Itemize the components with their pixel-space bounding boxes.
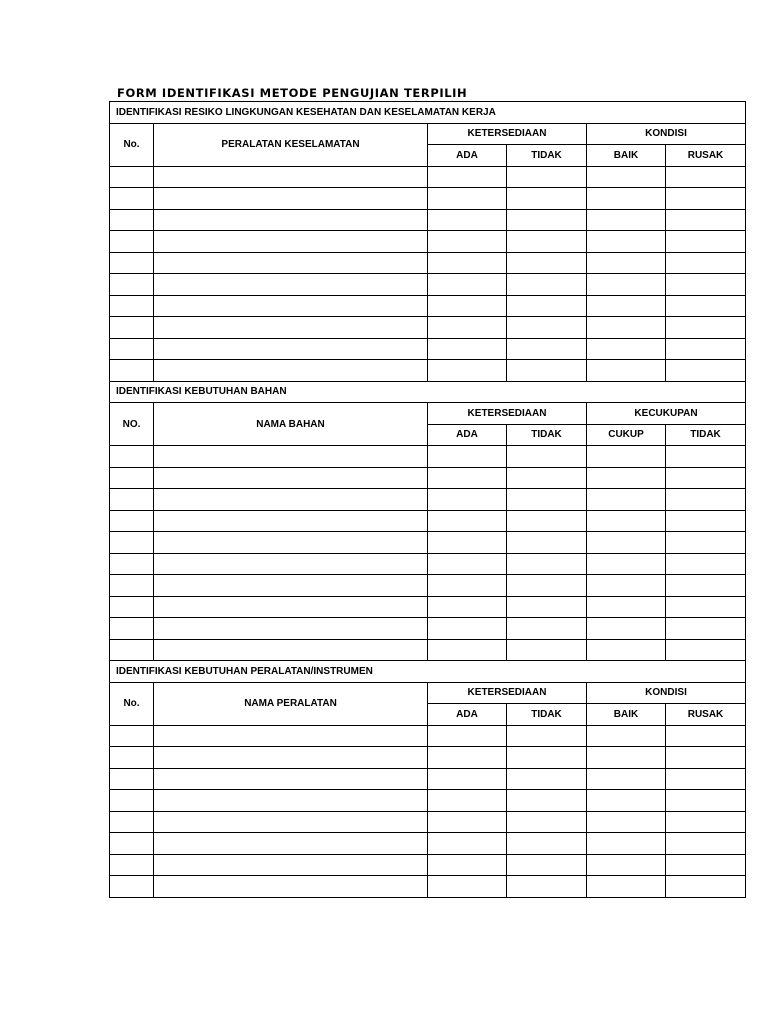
empty-cell[interactable] bbox=[507, 467, 587, 489]
table-row bbox=[110, 188, 746, 210]
empty-cell[interactable] bbox=[666, 618, 746, 640]
empty-cell[interactable] bbox=[587, 747, 666, 769]
empty-cell[interactable] bbox=[428, 188, 507, 210]
empty-cell[interactable] bbox=[428, 790, 507, 812]
column-subheader: ADA bbox=[428, 704, 507, 726]
empty-cell[interactable] bbox=[587, 618, 666, 640]
empty-cell[interactable] bbox=[110, 833, 154, 855]
empty-cell[interactable] bbox=[507, 747, 587, 769]
empty-cell[interactable] bbox=[507, 338, 587, 360]
column-header-name: NAMA PERALATAN bbox=[154, 682, 428, 725]
empty-cell[interactable] bbox=[507, 854, 587, 876]
empty-cell[interactable] bbox=[154, 231, 428, 253]
empty-cell[interactable] bbox=[428, 833, 507, 855]
empty-cell[interactable] bbox=[154, 725, 428, 747]
empty-cell[interactable] bbox=[428, 510, 507, 532]
empty-cell[interactable] bbox=[507, 790, 587, 812]
section-title-row bbox=[110, 381, 746, 403]
empty-cell[interactable] bbox=[110, 553, 154, 575]
empty-cell[interactable] bbox=[587, 446, 666, 468]
empty-cell[interactable] bbox=[428, 532, 507, 554]
empty-cell[interactable] bbox=[154, 768, 428, 790]
empty-cell[interactable] bbox=[428, 553, 507, 575]
column-subheader: TIDAK bbox=[666, 424, 746, 446]
empty-cell[interactable] bbox=[666, 188, 746, 210]
empty-cell[interactable] bbox=[587, 360, 666, 382]
empty-cell[interactable] bbox=[507, 833, 587, 855]
empty-cell[interactable] bbox=[110, 317, 154, 339]
empty-cell[interactable] bbox=[428, 231, 507, 253]
empty-cell[interactable] bbox=[507, 596, 587, 618]
empty-cell[interactable] bbox=[666, 553, 746, 575]
empty-cell[interactable] bbox=[507, 575, 587, 597]
empty-cell[interactable] bbox=[110, 639, 154, 661]
empty-cell[interactable] bbox=[110, 510, 154, 532]
empty-cell[interactable] bbox=[110, 618, 154, 640]
empty-cell[interactable] bbox=[154, 295, 428, 317]
empty-cell[interactable] bbox=[154, 876, 428, 898]
empty-cell[interactable] bbox=[666, 790, 746, 812]
table-row bbox=[110, 446, 746, 468]
empty-cell[interactable] bbox=[587, 317, 666, 339]
column-group-header: KONDISI bbox=[587, 123, 746, 145]
table-row bbox=[110, 596, 746, 618]
empty-cell[interactable] bbox=[507, 295, 587, 317]
header-row bbox=[110, 682, 746, 704]
empty-cell[interactable] bbox=[587, 166, 666, 188]
empty-cell[interactable] bbox=[110, 209, 154, 231]
empty-cell[interactable] bbox=[154, 274, 428, 296]
section-title: IDENTIFIKASI KEBUTUHAN PERALATAN/INSTRUMEN bbox=[110, 661, 746, 683]
table-row bbox=[110, 790, 746, 812]
table-row bbox=[110, 833, 746, 855]
empty-cell[interactable] bbox=[666, 575, 746, 597]
empty-cell[interactable] bbox=[154, 338, 428, 360]
empty-cell[interactable] bbox=[587, 575, 666, 597]
empty-cell[interactable] bbox=[587, 596, 666, 618]
empty-cell[interactable] bbox=[154, 575, 428, 597]
column-subheader: BAIK bbox=[587, 704, 666, 726]
table-row bbox=[110, 747, 746, 769]
table-row bbox=[110, 639, 746, 661]
empty-cell[interactable] bbox=[110, 725, 154, 747]
table-row bbox=[110, 317, 746, 339]
empty-cell[interactable] bbox=[154, 252, 428, 274]
empty-cell[interactable] bbox=[428, 360, 507, 382]
empty-cell[interactable] bbox=[428, 811, 507, 833]
section-title-row bbox=[110, 661, 746, 683]
empty-cell[interactable] bbox=[666, 360, 746, 382]
empty-cell[interactable] bbox=[110, 231, 154, 253]
table-row bbox=[110, 274, 746, 296]
empty-cell[interactable] bbox=[110, 360, 154, 382]
empty-cell[interactable] bbox=[428, 446, 507, 468]
empty-cell[interactable] bbox=[587, 768, 666, 790]
table-row bbox=[110, 876, 746, 898]
empty-cell[interactable] bbox=[428, 768, 507, 790]
empty-cell[interactable] bbox=[666, 209, 746, 231]
column-group-header: KONDISI bbox=[587, 682, 746, 704]
empty-cell[interactable] bbox=[507, 811, 587, 833]
empty-cell[interactable] bbox=[154, 553, 428, 575]
empty-cell[interactable] bbox=[666, 639, 746, 661]
empty-cell[interactable] bbox=[110, 295, 154, 317]
empty-cell[interactable] bbox=[428, 209, 507, 231]
empty-cell[interactable] bbox=[110, 854, 154, 876]
empty-cell[interactable] bbox=[428, 274, 507, 296]
empty-cell[interactable] bbox=[154, 166, 428, 188]
empty-cell[interactable] bbox=[666, 166, 746, 188]
empty-cell[interactable] bbox=[666, 467, 746, 489]
empty-cell[interactable] bbox=[666, 274, 746, 296]
empty-cell[interactable] bbox=[154, 446, 428, 468]
table-row bbox=[110, 510, 746, 532]
table-row bbox=[110, 575, 746, 597]
table-row bbox=[110, 811, 746, 833]
empty-cell[interactable] bbox=[110, 768, 154, 790]
column-header-name: NAMA BAHAN bbox=[154, 403, 428, 446]
empty-cell[interactable] bbox=[666, 725, 746, 747]
empty-cell[interactable] bbox=[428, 596, 507, 618]
empty-cell[interactable] bbox=[587, 252, 666, 274]
empty-cell[interactable] bbox=[507, 553, 587, 575]
table-row bbox=[110, 768, 746, 790]
empty-cell[interactable] bbox=[428, 489, 507, 511]
empty-cell[interactable] bbox=[587, 338, 666, 360]
empty-cell[interactable] bbox=[587, 209, 666, 231]
table-row bbox=[110, 166, 746, 188]
empty-cell[interactable] bbox=[587, 188, 666, 210]
column-subheader: BAIK bbox=[587, 145, 666, 167]
identification-form-table bbox=[109, 101, 746, 898]
section-title: IDENTIFIKASI RESIKO LINGKUNGAN KESEHATAN DAN KESELAMATAN KERJA bbox=[110, 102, 746, 124]
table-row bbox=[110, 252, 746, 274]
column-group-header: KETERSEDIAAN bbox=[428, 403, 587, 425]
empty-cell[interactable] bbox=[507, 360, 587, 382]
empty-cell[interactable] bbox=[428, 338, 507, 360]
empty-cell[interactable] bbox=[154, 639, 428, 661]
empty-cell[interactable] bbox=[110, 532, 154, 554]
empty-cell[interactable] bbox=[110, 489, 154, 511]
empty-cell[interactable] bbox=[428, 295, 507, 317]
table-row bbox=[110, 553, 746, 575]
table-row bbox=[110, 618, 746, 640]
empty-cell[interactable] bbox=[154, 596, 428, 618]
table-row bbox=[110, 295, 746, 317]
column-subheader: RUSAK bbox=[666, 704, 746, 726]
section-title-row bbox=[110, 102, 746, 124]
column-subheader: TIDAK bbox=[507, 704, 587, 726]
empty-cell[interactable] bbox=[666, 252, 746, 274]
empty-cell[interactable] bbox=[507, 489, 587, 511]
empty-cell[interactable] bbox=[666, 811, 746, 833]
empty-cell[interactable] bbox=[507, 252, 587, 274]
empty-cell[interactable] bbox=[428, 317, 507, 339]
empty-cell[interactable] bbox=[428, 618, 507, 640]
empty-cell[interactable] bbox=[110, 811, 154, 833]
empty-cell[interactable] bbox=[666, 510, 746, 532]
empty-cell[interactable] bbox=[507, 510, 587, 532]
empty-cell[interactable] bbox=[428, 854, 507, 876]
section-title: IDENTIFIKASI KEBUTUHAN BAHAN bbox=[110, 381, 746, 403]
empty-cell[interactable] bbox=[428, 575, 507, 597]
empty-cell[interactable] bbox=[154, 317, 428, 339]
empty-cell[interactable] bbox=[428, 747, 507, 769]
empty-cell[interactable] bbox=[428, 467, 507, 489]
empty-cell[interactable] bbox=[666, 747, 746, 769]
empty-cell[interactable] bbox=[110, 747, 154, 769]
empty-cell[interactable] bbox=[666, 768, 746, 790]
empty-cell[interactable] bbox=[507, 618, 587, 640]
table-row bbox=[110, 467, 746, 489]
empty-cell[interactable] bbox=[587, 295, 666, 317]
empty-cell[interactable] bbox=[154, 854, 428, 876]
empty-cell[interactable] bbox=[507, 532, 587, 554]
empty-cell[interactable] bbox=[587, 876, 666, 898]
empty-cell[interactable] bbox=[428, 639, 507, 661]
empty-cell[interactable] bbox=[110, 274, 154, 296]
table-row bbox=[110, 231, 746, 253]
empty-cell[interactable] bbox=[154, 467, 428, 489]
column-header-number: No. bbox=[110, 682, 154, 725]
table-row bbox=[110, 854, 746, 876]
empty-cell[interactable] bbox=[110, 876, 154, 898]
empty-cell[interactable] bbox=[154, 188, 428, 210]
column-header-number: NO. bbox=[110, 403, 154, 446]
empty-cell[interactable] bbox=[154, 790, 428, 812]
empty-cell[interactable] bbox=[428, 725, 507, 747]
empty-cell[interactable] bbox=[154, 833, 428, 855]
empty-cell[interactable] bbox=[154, 618, 428, 640]
empty-cell[interactable] bbox=[428, 252, 507, 274]
empty-cell[interactable] bbox=[587, 467, 666, 489]
empty-cell[interactable] bbox=[507, 166, 587, 188]
empty-cell[interactable] bbox=[666, 317, 746, 339]
empty-cell[interactable] bbox=[666, 596, 746, 618]
empty-cell[interactable] bbox=[110, 467, 154, 489]
column-subheader: ADA bbox=[428, 424, 507, 446]
empty-cell[interactable] bbox=[587, 811, 666, 833]
empty-cell[interactable] bbox=[666, 446, 746, 468]
column-subheader: ADA bbox=[428, 145, 507, 167]
empty-cell[interactable] bbox=[154, 360, 428, 382]
empty-cell[interactable] bbox=[507, 188, 587, 210]
empty-cell[interactable] bbox=[587, 725, 666, 747]
empty-cell[interactable] bbox=[428, 166, 507, 188]
empty-cell[interactable] bbox=[666, 854, 746, 876]
column-subheader: TIDAK bbox=[507, 424, 587, 446]
empty-cell[interactable] bbox=[587, 274, 666, 296]
empty-cell[interactable] bbox=[587, 854, 666, 876]
table-row bbox=[110, 209, 746, 231]
empty-cell[interactable] bbox=[666, 231, 746, 253]
empty-cell[interactable] bbox=[110, 446, 154, 468]
empty-cell[interactable] bbox=[110, 188, 154, 210]
column-group-header: KETERSEDIAAN bbox=[428, 123, 587, 145]
table-row bbox=[110, 360, 746, 382]
column-subheader: RUSAK bbox=[666, 145, 746, 167]
table-row bbox=[110, 725, 746, 747]
empty-cell[interactable] bbox=[587, 489, 666, 511]
form-title: FORM IDENTIFIKASI METODE PENGUJIAN TERPILIH bbox=[117, 86, 468, 100]
empty-cell[interactable] bbox=[587, 790, 666, 812]
empty-cell[interactable] bbox=[507, 209, 587, 231]
empty-cell[interactable] bbox=[587, 532, 666, 554]
column-subheader: TIDAK bbox=[507, 145, 587, 167]
column-group-header: KETERSEDIAAN bbox=[428, 682, 587, 704]
empty-cell[interactable] bbox=[110, 790, 154, 812]
table-row bbox=[110, 532, 746, 554]
empty-cell[interactable] bbox=[666, 489, 746, 511]
empty-cell[interactable] bbox=[154, 747, 428, 769]
empty-cell[interactable] bbox=[110, 338, 154, 360]
empty-cell[interactable] bbox=[507, 274, 587, 296]
empty-cell[interactable] bbox=[507, 317, 587, 339]
empty-cell[interactable] bbox=[666, 876, 746, 898]
empty-cell[interactable] bbox=[507, 231, 587, 253]
empty-cell[interactable] bbox=[666, 532, 746, 554]
empty-cell[interactable] bbox=[507, 725, 587, 747]
column-group-header: KECUKUPAN bbox=[587, 403, 746, 425]
empty-cell[interactable] bbox=[666, 295, 746, 317]
empty-cell[interactable] bbox=[507, 639, 587, 661]
empty-cell[interactable] bbox=[666, 338, 746, 360]
empty-cell[interactable] bbox=[587, 510, 666, 532]
table-row bbox=[110, 338, 746, 360]
empty-cell[interactable] bbox=[154, 489, 428, 511]
column-header-number: No. bbox=[110, 123, 154, 166]
empty-cell[interactable] bbox=[428, 876, 507, 898]
empty-cell[interactable] bbox=[154, 209, 428, 231]
empty-cell[interactable] bbox=[110, 252, 154, 274]
empty-cell[interactable] bbox=[587, 833, 666, 855]
empty-cell[interactable] bbox=[110, 166, 154, 188]
empty-cell[interactable] bbox=[154, 532, 428, 554]
empty-cell[interactable] bbox=[507, 446, 587, 468]
column-header-name: PERALATAN KESELAMATAN bbox=[154, 123, 428, 166]
column-subheader: CUKUP bbox=[587, 424, 666, 446]
empty-cell[interactable] bbox=[154, 510, 428, 532]
empty-cell[interactable] bbox=[507, 768, 587, 790]
empty-cell[interactable] bbox=[587, 231, 666, 253]
header-row bbox=[110, 403, 746, 425]
empty-cell[interactable] bbox=[587, 553, 666, 575]
header-row bbox=[110, 123, 746, 145]
empty-cell[interactable] bbox=[110, 596, 154, 618]
empty-cell[interactable] bbox=[110, 575, 154, 597]
empty-cell[interactable] bbox=[666, 833, 746, 855]
empty-cell[interactable] bbox=[154, 811, 428, 833]
empty-cell[interactable] bbox=[507, 876, 587, 898]
empty-cell[interactable] bbox=[587, 639, 666, 661]
table-row bbox=[110, 489, 746, 511]
